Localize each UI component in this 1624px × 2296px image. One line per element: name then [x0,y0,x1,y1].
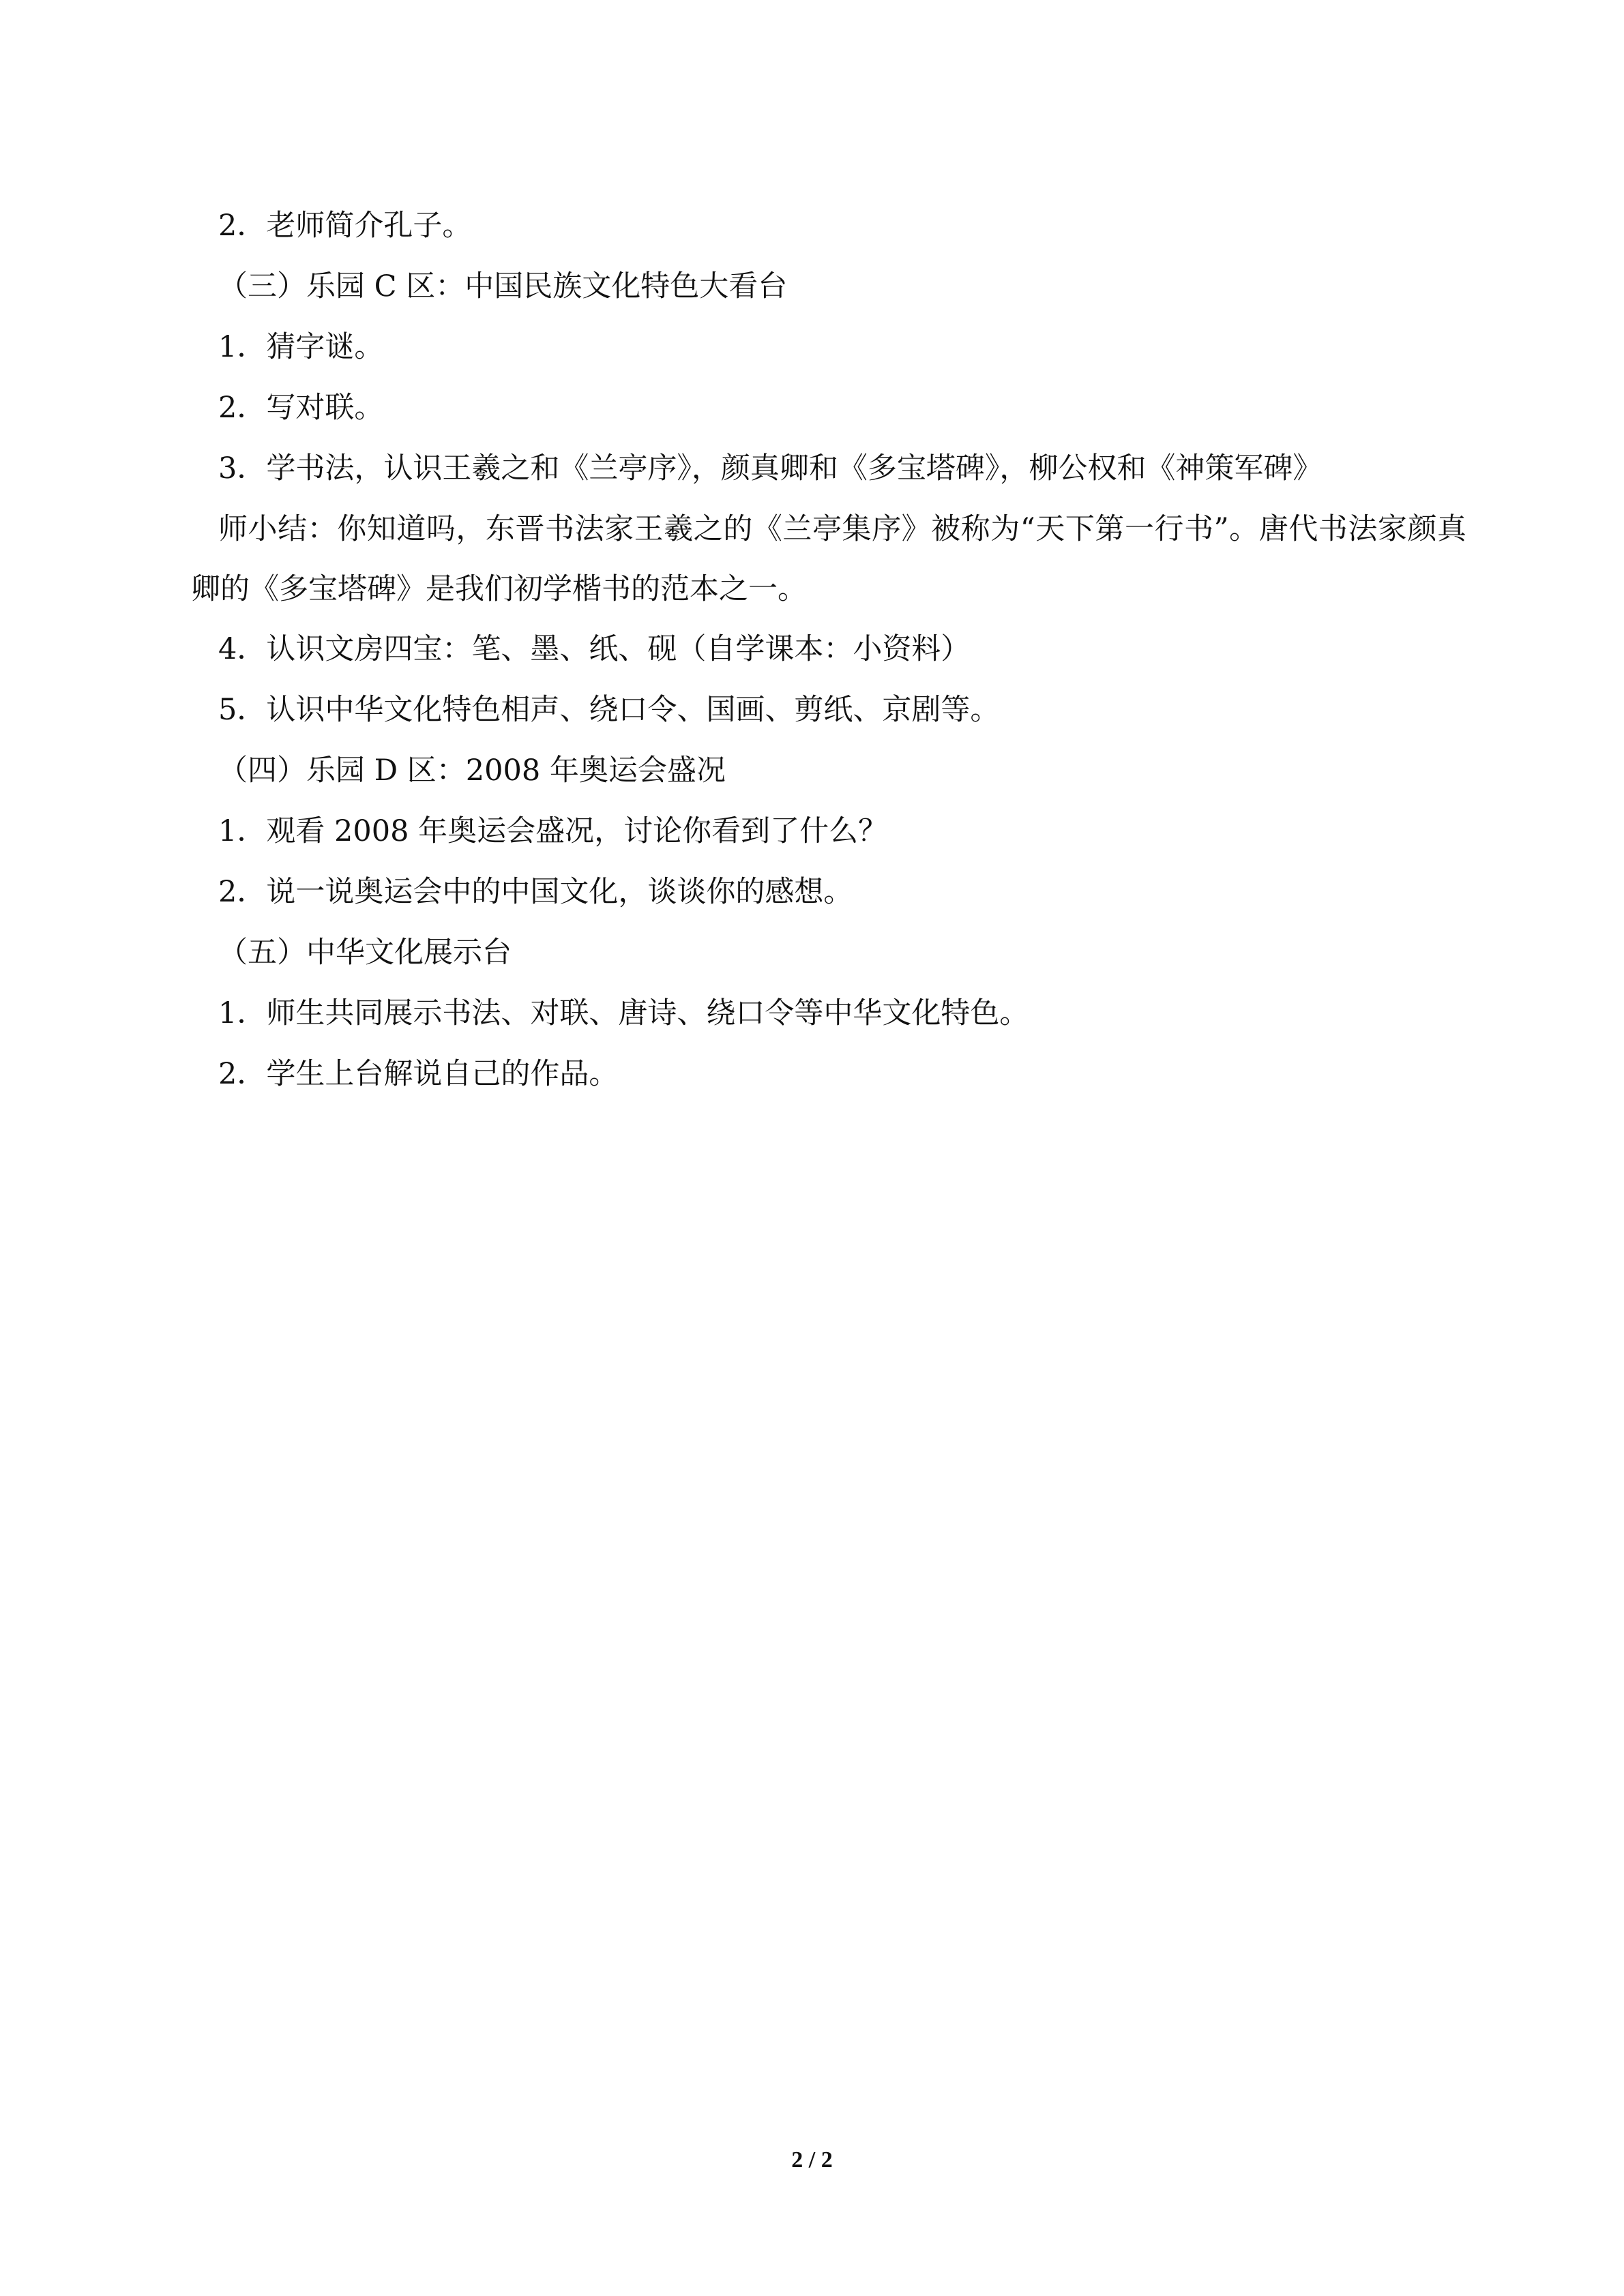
page-number: 2 / 2 [791,2147,833,2173]
list-item: 2．写对联。 [218,391,384,425]
section-heading: （四）乐园 D 区：2008 年奥运会盛况 [218,754,726,788]
section-heading: （五）中华文化展示台 [218,936,512,970]
list-item: 5．认识中华文化特色相声、绕口令、国画、剪纸、京剧等。 [218,693,1000,727]
list-item: 3．学书法，认识王羲之和《兰亭序》，颜真卿和《多宝塔碑》，柳公权和《神策军碑》 [218,451,1323,486]
list-item: 1．观看 2008 年奥运会盛况，讨论你看到了什么？ [218,814,888,848]
summary-paragraph: 师小结：你知道吗，东晋书法家王羲之的《兰亭集序》被称为“天下第一行书”。唐代书法家颜真卿的《多宝塔碑》是我们初学楷书的范本之一。 [191,512,1466,606]
list-item: 2．学生上台解说自己的作品。 [218,1057,619,1091]
list-item: 2．老师简介孔子。 [218,209,472,243]
section-heading: （三）乐园 C 区：中国民族文化特色大看台 [218,269,788,303]
list-item: 1．猜字谜。 [218,330,384,364]
list-item: 4．认识文房四宝：笔、墨、纸、砚（自学课本：小资料） [218,632,971,666]
list-item: 2．说一说奥运会中的中国文化，谈谈你的感想。 [218,875,853,909]
list-item: 1．师生共同展示书法、对联、唐诗、绕口令等中华文化特色。 [218,996,1029,1030]
document-body [191,207,1466,1116]
